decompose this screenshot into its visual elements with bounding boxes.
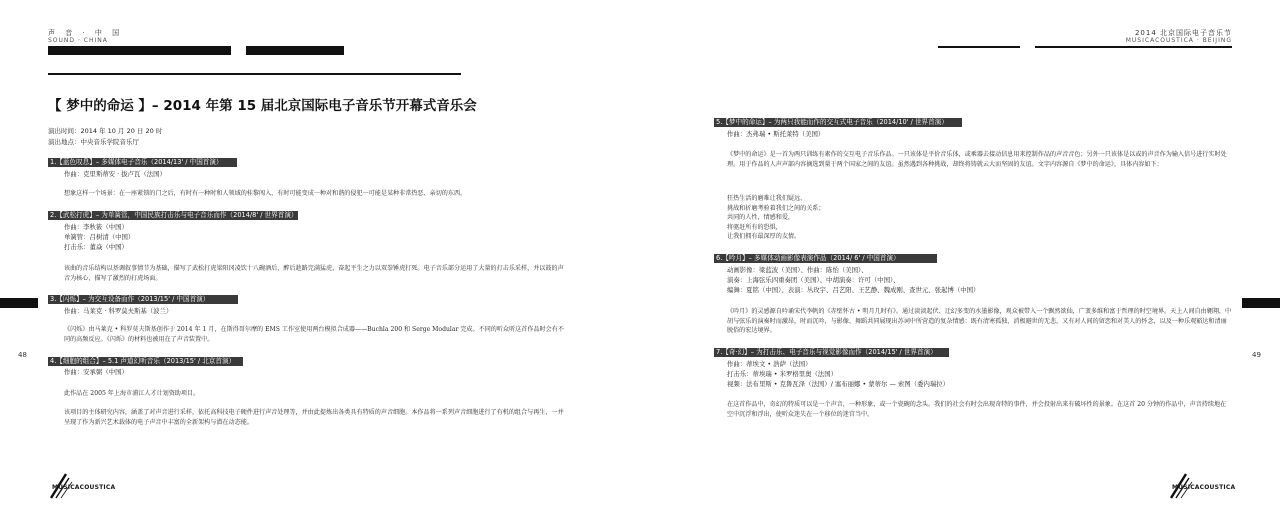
section-7-line-2: 打击乐：蒂埃瑞 • 米罗格里奥（法国） — [727, 370, 838, 378]
section-3-para-1: 《闪烁》由马莱克 • 科罗莫夫斯基创作于 2014 年 1 月，在斯得哥尔摩的 EMS 工作室使用两台模拟合成器——Buchla 200 和 Serge Modular 完成。不同的听众听这首作品时会有不同的高频反应。《闪烁》的材料也被用在了声音装置中。 — [64, 326, 564, 343]
section-heading-4: 4.【细胞的组合】– 5.1 声道幻听音乐（2013/15' / 北京首演） — [48, 357, 243, 366]
concert-time: 演出时间：2014 年 10 月 20 日 20 时 — [48, 127, 163, 135]
left-edge-marker — [0, 298, 38, 308]
section-4-para-1: 此作品在 2005 年上海市浦江人才计划资助项目。 — [64, 390, 200, 397]
section-1-line-1: 作曲：克里斯蒂安 · 拔卢瓦（法国） — [64, 170, 166, 178]
title-rule — [48, 73, 461, 75]
logo-text-right: MUSICACOUSTICA — [1172, 484, 1236, 491]
section-heading-1: 1.【蓝色叹息】– 多媒体电子音乐（2014/13' / 中国首演） — [48, 158, 237, 167]
left-header-en: SOUND · CHINA — [48, 37, 108, 44]
section-5-para-1: 《梦中的命运》是一首为两只训练有素作的交互电子音乐作品。一只该体是平价音乐体，或乘器去接动信息用来控制作品的声音音色；另外一只该体是以或的声音作为输入信号进行实时处理。用于作品的人声声部内容摘选到量于两个国家之间的友谊。虽然遇到各种挑战，却终将铸就云大而坚固的友谊。文字内容源自《梦中的命运》，具体内容如下： — [727, 151, 1227, 168]
left-page-number: 48 — [18, 351, 27, 359]
right-page-number: 49 — [1252, 351, 1261, 359]
section-heading-7: 7.【奇·幻】– 为打击乐、电子音乐与视觉影像而作（2014/15' / 世界首演） — [714, 348, 949, 357]
section-4-line-1: 作曲：安承弼（中国） — [64, 368, 128, 376]
musicacoustica-logo-left — [48, 470, 114, 504]
section-4-para-2: 该项目的主体研究内容，涵盖了对声音进行采样，依托高科技电子硬件进行声音处理等，并由此提炼出各类具有特质的声音细胞。本作品将一系列声音细胞进行了有机的组合与再生，一并呈现了作为新兴艺术载体的电子声音中丰富的全新架构与潜在动态能。 — [64, 409, 564, 426]
section-2-line-2: 单簧管：吕树清（中国） — [64, 233, 135, 241]
header-rule-2 — [1035, 46, 1232, 48]
section-6-line-2: 演奏：上海弦乐四重奏团（美国）、中胡演奏：许可（中国）、 — [727, 276, 900, 284]
section-2-para-1: 该曲的音乐结构以基调叙事情节为基础，描写了武松打虎梁阳冈凌饮十八碗酒后，醉后趁路完满猛虎，奋起平生之力以双拳锤虎打死。电子音乐部分运用了大量的打击乐采样，并以鼓的声音为核心，描写了激烈的打虎场面。 — [64, 265, 564, 282]
section-1-para-1: 想象这样一个场景：在一座紧锁的门之后，有时有一种时和人领域的桂黎闯入，有时可能变成一种对和谐的侵犯一可能是某种非常热恶、亲切的东西。 — [64, 190, 467, 197]
header-block-1 — [48, 46, 231, 55]
right-header-cn: 2014 北京国际电子音乐节 — [1134, 29, 1232, 37]
concert-title: 【 梦中的命运 】– 2014 年第 15 届北京国际电子音乐节开幕式音乐会 — [48, 98, 477, 114]
section-6-line-1: 动画影像：梁蓝波（美国）、作曲：陈怡（美国）、 — [727, 266, 868, 274]
section-7-line-3: 视频：法布里斯 • 克鲁瓦泽（法国）/ 塞布丽娜 • 蒙蒂尔 — 索图（委内瑞拉） — [727, 380, 950, 388]
section-heading-6: 6.【吟月】– 多媒体动画影像表演作品（2014/ 6' / 中国首演） — [714, 254, 937, 263]
section-7-para-1: 在这首作品中，奇幻的特质可以是一个声音，一种形象，或一个瓷碗的念头。我们的社会有时会出现奇特的事件，并会投射出来有破坏性的景象。在这首 20 分钟的作品中，声音持续地在空中沉浮和浮出，使听众迷失在一个移位的迷宫当中。 — [727, 401, 1227, 418]
concert-place: 演出地点：中央音乐学院音乐厅 — [48, 138, 139, 146]
section-heading-2: 2.【武松打虎】– 为单簧管，中国民族打击乐与电子音乐而作（2014/8' / 世界首演） — [50, 211, 298, 219]
section-6-para-1: 《吟月》的灵感源自吟诵宋代李帆的《赤壁怀古 • 明月几时有》。通过淡淡起伏、迂幻多变的水墨影像，观众被带入一个飘然欲仙，广袤多维和富于哲理的时空境界。天上人间自由翱翔，中胡与弦乐的演奏时而激昂，时而沉吟，与影像、舞蹈共同展现出苏词中所营造的复杂情感：既有清寒孤独、消极避世的无悲，又有对人间的留恋和对美人的怀念，以及一种乐观豁达和清丽脱俗的宏达境界。 — [727, 308, 1232, 335]
musicacoustica-logo-right — [1168, 470, 1234, 504]
right-edge-marker — [1242, 298, 1280, 308]
section-heading-5: 5.【梦中的命运】– 为两只我能而作的交互式电子音乐（2014/10' / 世界首演） — [714, 118, 962, 127]
section-heading-3: 3.【闪烁】– 为交互设备而作（2013/15' / 中国首演） — [48, 295, 238, 304]
section-5-line-1: 作曲：杰弗瑞 • 斯托莱特（美国） — [727, 130, 825, 138]
logo-text-left: MUSICACOUSTICA — [52, 484, 116, 491]
section-5-poem: 狂热生活的磨难让我们疑远， 挑战和折磨考验着我们之间的关系； 共同的人性，情感和爱， 将驱赶所有的恐惧， 让我们拥有最深厚的友情。 — [727, 195, 825, 241]
section-2-line-1: 作曲：李秋筱（中国） — [64, 223, 128, 231]
header-rule-1 — [938, 46, 1020, 48]
right-header-en: MUSICACOUSTICA · BEIJING — [1125, 37, 1232, 44]
left-header-cn: 声 音 · 中 国 — [48, 29, 124, 37]
header-block-2 — [246, 46, 344, 55]
section-6-line-3: 编舞：夏铭（中国）、表演：丛玫宇、吕艺阳、王艺静、魏成刚、查世元、张起博（中国） — [727, 286, 980, 294]
section-7-line-1: 作曲：蒂埃文 • 浩萨（法国） — [727, 360, 812, 368]
section-3-line-1: 作曲：马莱克 · 科罗莫夫斯基（波兰） — [64, 307, 173, 315]
section-2-line-3: 打击乐：董焱（中国） — [64, 243, 128, 251]
